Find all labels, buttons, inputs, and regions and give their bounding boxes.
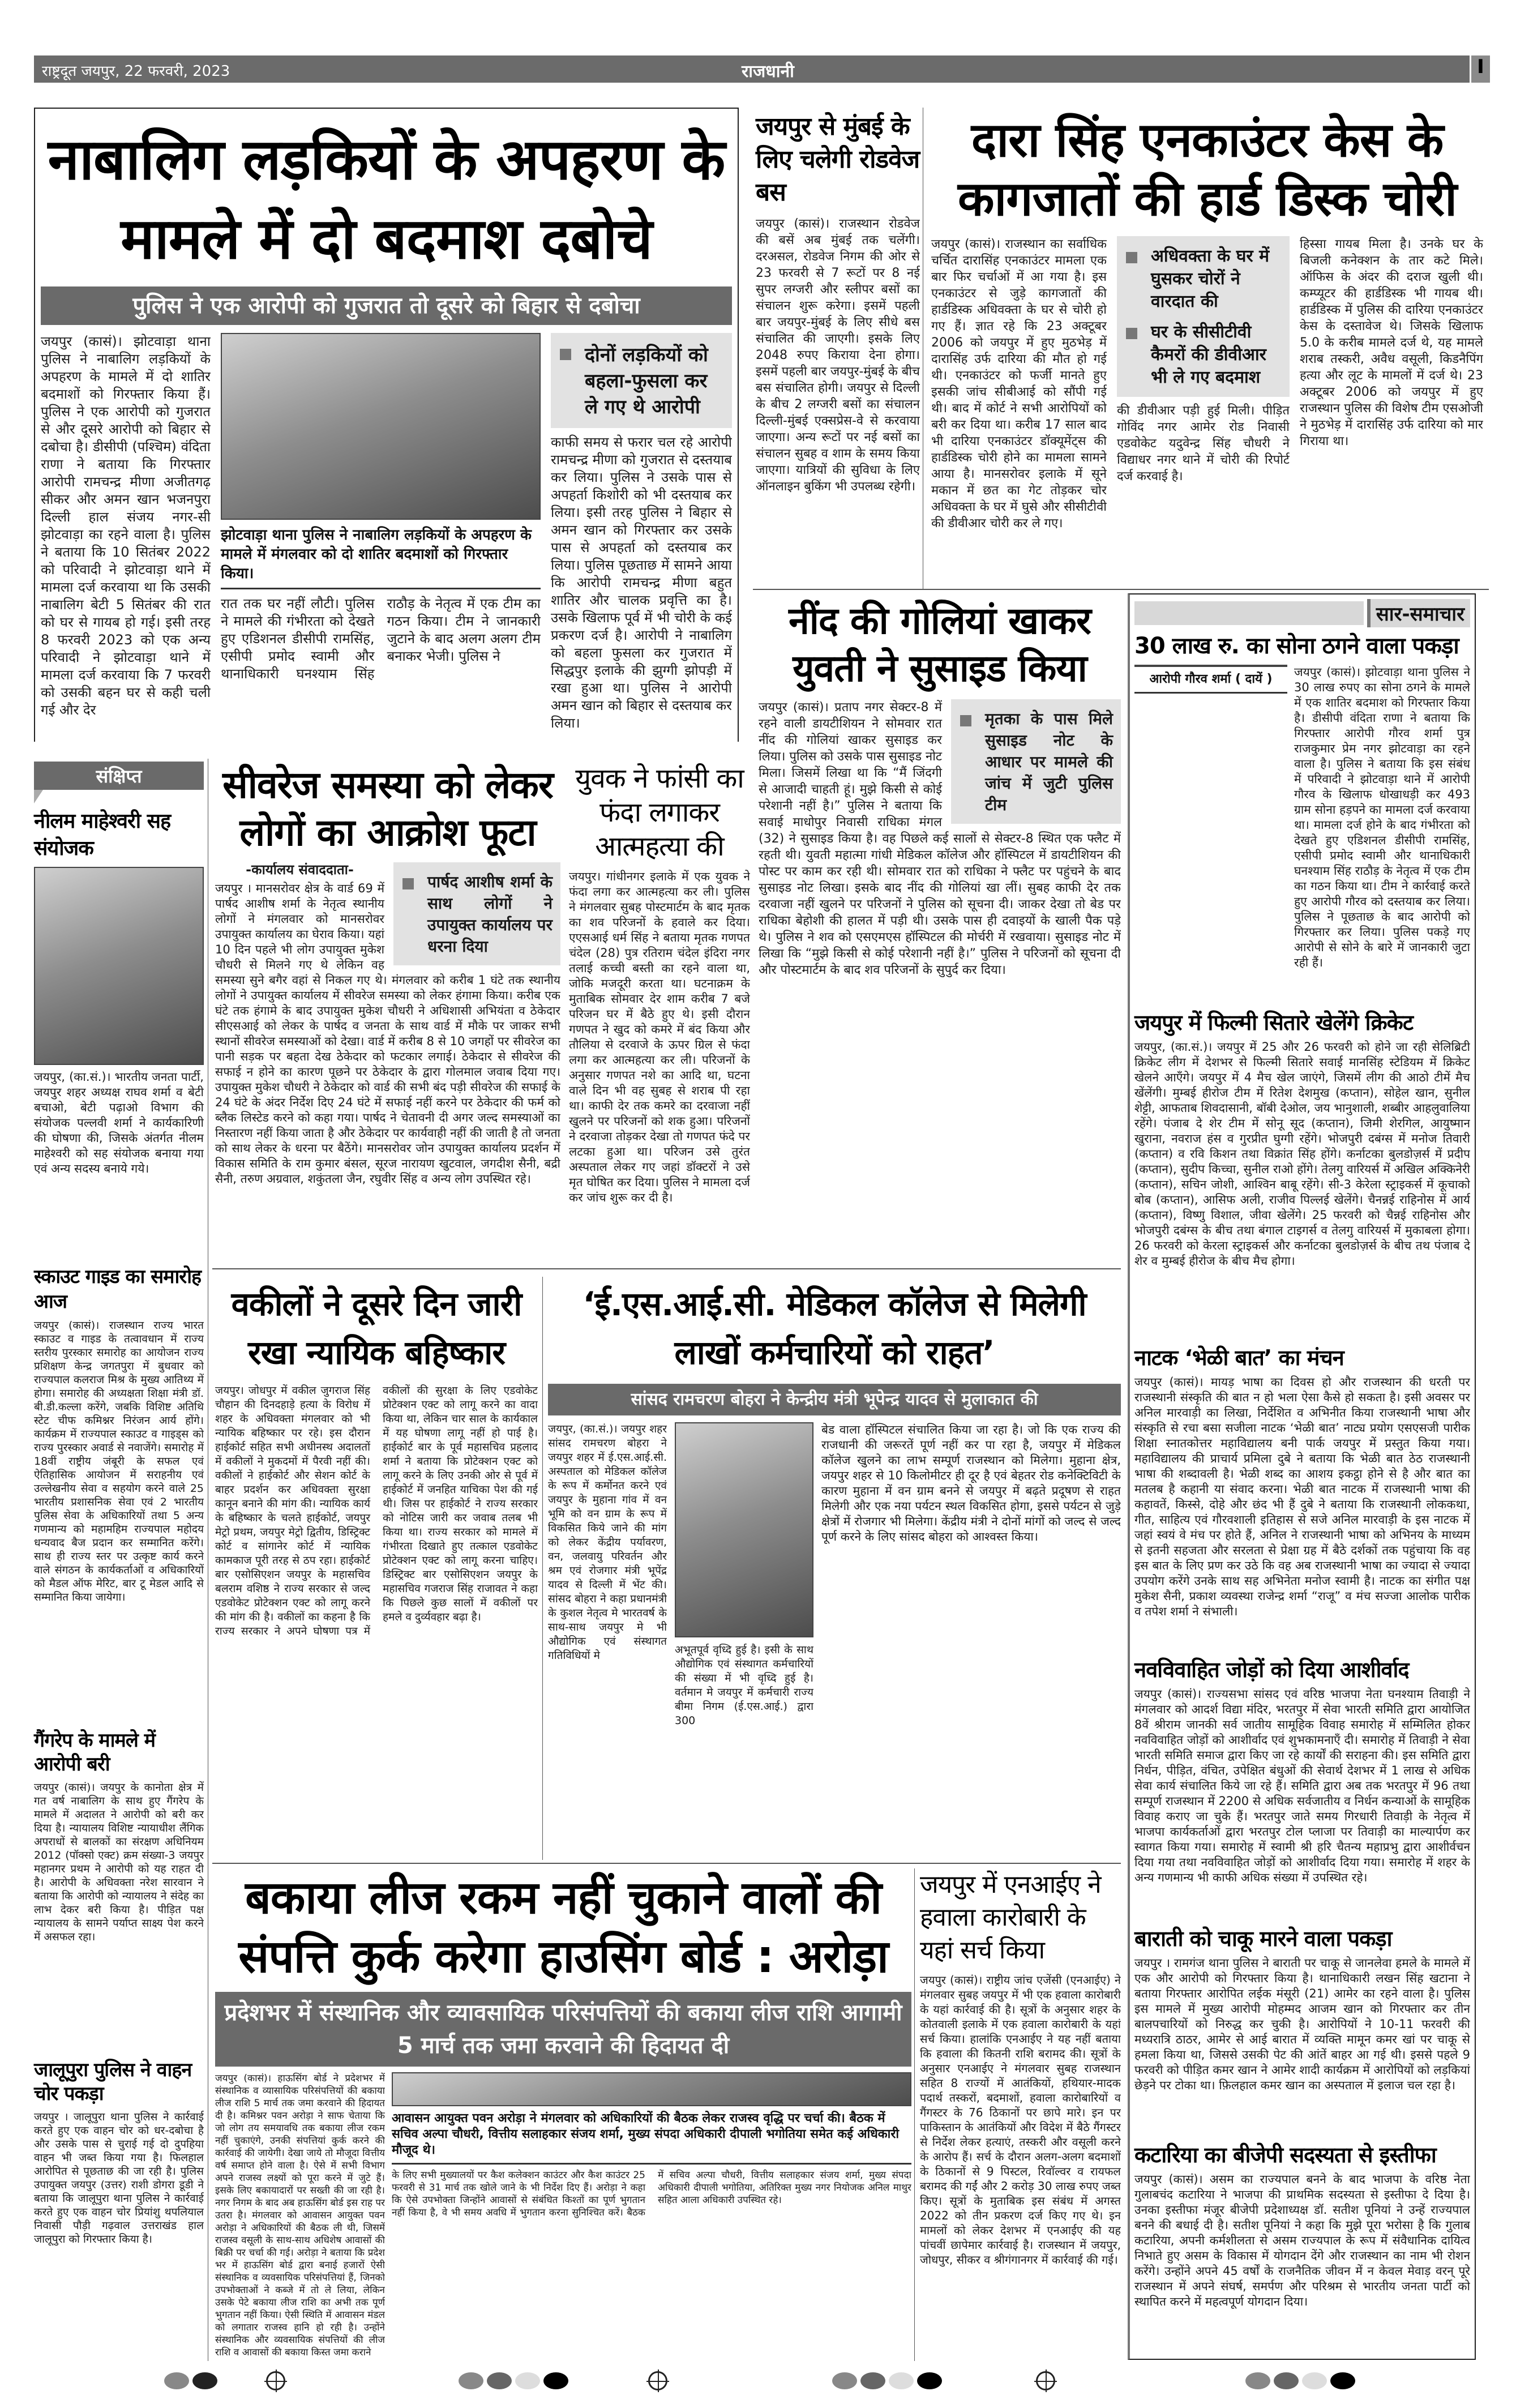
dara-middle-column [1117,236,1290,583]
brief-photo-row [1134,665,1470,1004]
esic-middle-column [675,1422,813,1857]
brief-item [1134,1925,1470,2137]
brief-headline: बाराती को चाकू मारने वाला पकड़ा [1134,1926,1392,1952]
brief-item [1134,1656,1470,1921]
housing-photo-caption: आवासन आयुक्त पवन अरोड़ा ने मंगलवार को अधिकारियों की बैठक लेकर राजस्व वृद्धि पर चर्चा की। बैठक में सचिव अल्पा चौधरी, वित्तीय सलाहकार संजय शर्मा, मुख्य संपदा अधिकारी दीपाली भगोतिया समेत कई अधिकारी मौजूद थे। [392,2111,911,2165]
color-registration-dot [459,2372,483,2389]
brief-body: जयपुर (कासं)। मायड़ भाषा का दिवस हो और राजस्थान की धरती पर राजस्थानी संस्कृति की बात न हो भला ऐसा कैसे हो सकता है। इसी अवसर पर अनिल मारवाड़ी का लिखा, निर्देशित व अभिनीत किया राजस्थानी भाषा और संस्कृति से रचा बसा सजीला नाटक ‘भेळी बात’ नाट्य प्रयोग एसएसजी पारीक शिक्षा स्नातकोत्तर महाविद्यालय बनी पार्क जयपुर में प्रस्तुत किया गया। महाविद्यालय की प्राचार्य प्रमिला दुबे ने बताया कि भेळी बात ठेठ राजस्थानी भाषा की शब्दावली है। भेळी शब्द का आशय इकट्ठा होने से है और बात का मतलब है कहानी या संवाद करना। भेळी बात नाटक में राजस्थानी भाषा की कहावतें, किस्से, दोहे और छंद भी हैं दुबे ने बताया कि राजस्थानी लोककथा, गीत, साहित्य एवं गौरवशाली इतिहास से सजे अनिल मारवाड़ी के इस नाटक में जहां स्वयं वे मंच पर होते हैं, अनिल ने राजस्थानी भाषा को अभिनय के माध्यम से इतनी सहजता और सरलता से प्रेक्षा ग्रह में बैठे दर्शकों तक पहुंचाया कि वह इस बात के लिए प्रण कर उठे कि वह अब राजस्थानी भाषा का ज्यादा से ज्यादा उपयोग करेंगे उनके साथ सह अभिनेता मनोज स्वामी है। नाटक का संगीत पक्ष मुकेश सैनी, प्रकाश व्यवस्था राजेन्द्र शर्मा “राजू” व मंच सज्जा आलोक पारीक व तपेश शर्मा ने संभाली। [1134,1375,1470,1619]
dara-body-col1: जयपुर (कासं)। राजस्थान का सर्वाधिक चर्चित दारासिंह एनकाउंटर मामला एक बार फिर चर्चाओं में आ गया है। इस एनकाउंटर से जुड़े कागजातों की हार्डडिस्क अधिवक्ता के घर से चोरी हो गए हैं। ज्ञात रहे कि 23 अक्टूबर 2006 को जयपुर में हुए मुठभेड़ में दारासिंह उर्फ दारिया की मौत हो गई थी। एनकाउंटर को फर्जी मानते हुए इसकी जांच सीबीआई को सौंपी गई थी। बाद में कोर्ट ने सभी आरोपियों को बरी कर दिया था। करीब 17 साल बाद भी दारिया एनकाउंटर डॉक्यूमेंट्स की हार्डडिस्क चोरी होने का मामला सामने आया है। मानसरोवर इलाके में सूने मकान में छत का गेट तोड़कर चोर अधिवक्ता के घर में घुसे और सीसीटीवी की डीवीआर चोरी कर ले गए। [931,237,1107,531]
housing-columns [215,2072,911,2360]
highlight-item: पार्षद आशीष शर्मा के साथ लोगों ने उपायुक्त कार्यालय पर धरना दिया [427,871,553,957]
esic-subhead: सांसद रामचरण बोहरा ने केन्द्रीय मंत्री भूपेन्द्र यादव से मुलाकात की [548,1384,1121,1415]
esic-columns [548,1422,1121,1857]
sewer-body-wrap [215,862,560,1260]
highlight-item: मृतका के पास मिले सुसाइड नोट के आधार पर मामले की जांच में जुटी पुलिस टीम [985,708,1113,816]
briefs-label-row [1134,599,1470,627]
esic-body-col1: जयपुर, (का.सं.)। जयपुर शहर सांसद रामचरण बोहरा ने जयपुर शहर में ई.एस.आई.सी. अस्पताल को मेडिकल कॉलेज के रूप में कर्मोनत करने एवं जयपुर के मुहाना गांव में वन भूमि को वन ग्राम के रूप में विकसित किये जाने की मांग को लेकर केंद्रीय पर्यावरण, वन, जलवायु परिवर्तन और श्रम एवं रोजगार मंत्री भूपेंद्र यादव से दिल्ली में भेंट की। सांसद बोहरा ने कहा प्रधानमंत्री के कुशल नेतृत्व मे भारतवर्ष के साथ-साथ जयपुर मे भी औद्योगिक एवं संस्थागत गतिविधियों मे [548,1423,667,1662]
color-registration-dot [832,2372,857,2389]
section-rule [212,1268,1121,1269]
accused-photo-caption: आरोपी गौरव शर्मा ( दायें ) [1134,671,1287,694]
color-registration-dot [543,2372,568,2389]
column-rule [914,1868,915,2361]
lead-middle-column [221,333,541,742]
color-registration-dot [1302,2372,1327,2389]
brief-item [1134,2141,1470,2353]
nia-story [920,1868,1121,2360]
brief-body: जयपुर (कासं)। राज्यसभा सांसद एवं वरिष्ठ भाजपा नेता घनश्याम तिवाड़ी ने मंगलवार को आदर्श विद्या मंदिर, भरतपुर में सेवा भारती समिति द्वारा आयोजित 8वें श्रीराम जानकी सर्व जातीय सामूहिक विवाह समारोह में सम्मिलित होकर नवविवाहित जोड़ों को आशीर्वाद एवं शुभकामनाएँ दी। समारोह में तिवाड़ी ने सेवा भारती समिति समाज द्वारा किए जा रहे कार्यों की सराहना की। इस समिति द्वारा निर्धन, पीड़ित, वंचित, उपेक्षित बंधुओं की सेवार्थ देशभर में 1 लाख से अधिक सेवा कार्य संचालित किये जा रहे हैं। समिति द्वारा अब तक भरतपुर में 96 तथा सम्पूर्ण राजस्थान में 2200 से अधिक सर्वजातीय व निर्धन कन्याओं के सामूहिक विवाह कराए जा चुके हैं। भरतपुर जाते समय गिरधारी तिवाड़ी के नेतृत्व में भाजपा कार्यकर्ताओं द्वारा भरतपुर टोल प्लाजा पर तिवाड़ी का माल्यार्पण कर स्वागत किया गया। समारोह में स्वामी श्री हरि चैतन्य महाप्रभु द्वारा आशीर्वचन दिया गया तथा नवविवाहित जोड़ों को आशीर्वाद दिया गया। समारोह में शहर के अन्य गणमान्य भी काफी अधिक संख्या में उपस्थित रहे। [1134,1687,1470,1885]
color-registration-dot [917,2372,942,2389]
lead-subhead: पुलिस ने एक आरोपी को गुजरात तो दूसरे को बिहार से दबोचा [41,286,732,325]
dara-body-col3: हिस्सा गायब मिला है। उनके घर के बिजली कनेक्शन के तार कटे मिले। ऑफिस के अंदर की दराज खुली थी। कम्प्यूटर की हार्डडिस्क भी गायब थी। हार्डडिस्क में पुलिस की दारिया एनकाउंटर केस के दस्तावेज थे। जिसके खिलाफ 5.0 के करीब मामले दर्ज थे, यह मामले शराब तस्करी, अवैध वसूली, किडनैपिंग हत्या और लूट के मामलों में दर्ज थे। 23 अक्टूबर 2006 को जयपुर में हुए राजस्थान पुलिस की विशेष टीम एसओजी ने मुठभेड़ में दारासिंह उर्फ दारिया को मार गिराया था। [1300,237,1483,448]
section-rule [212,1863,1121,1864]
esic-headline: ‘ई.एस.आई.सी. मेडिकल कॉलेज से मिलेगी लाखों कर्मचारियों को राहत’ [583,1285,1086,1372]
brief-headline: जालूपुरा पुलिस ने वाहन चोर पकड़ा [34,2058,192,2105]
brief-body: जयपुर । रामगंज थाना पुलिस ने बाराती पर चाकू से जानलेवा हमले के मामले में एक और आरोपी को गिरफ्तार किया है। थानाधिकारी लखन सिंह खटाना ने बताया गिरफ्तार आरोपित लईक मंसूरी (21) आमेर का रहने वाला है। पुलिस इस मामले में मुख्य आरोपी मोहम्मद आजम खान को गिरफ्तार कर तीन बालपचारियों को निरुद्ध कर चुकी है। आरोपियों ने 10-11 फरवरी की मध्यरात्रि ठाठर, आमेर से आई बारात में व्यक्ति मामून कमर खां पर चाकू से हमला किया था, जिससे उसकी पेट की आंतें बाहर आ गई थी। इससे पहले 9 फरवरी को पीड़ित कमर खान ने आमेर शादी कार्यक्रम में आरोपियों को लड़कियां छेड़ने पर टोका था। फ़िलहाल कमर खान का अस्पताल में इलाज चल रहा है। [1134,1956,1470,2093]
brief-headline: नीलम माहेश्वरी सह संयोजक [34,810,171,860]
brief-headline: नाटक ‘भेळी बात’ का मंचन [1134,1345,1344,1371]
hanging-story [569,762,750,1260]
housing-story [215,1868,911,2360]
sleeping-highlight-box [951,699,1121,824]
lead-right-column [551,333,732,742]
lead-columns [41,333,732,742]
sewer-byline: -कार्यालय संवाददाता- [246,862,354,878]
lead-photo-caption: झोटवाड़ा थाना पुलिस ने नाबालिग लड़कियों के अपहरण के मामले में मंगलवार को दो शातिर बदमाशों को गिरफ्तार किया। [221,525,541,589]
brief-body: जयपुर, (का.सं.)। भारतीय जनता पार्टी, जयपुर शहर अध्यक्ष राघव शर्मा व बेटी बचाओ, बेटी पढ़ाओ विभाग की संयोजक पल्लवी शर्मा ने कार्यकारिणी की घोषणा की, जिसके अंतर्गत नीलम माहेश्वरी को सह संयोजक बनाया गया एवं अन्य सदस्य बनाये गये। [34,1070,204,1175]
brief-section-label: संक्षिप्त [34,762,204,790]
person-photo [34,867,204,1065]
brief-body: जयपुर (कासं)। जयपुर के कानोता क्षेत्र में गत वर्ष नाबालिग के साथ हुए गैंगरेप के मामले में अदालत ने आरोपी को बरी कर दिया है। न्यायालय विशिष्ट न्यायाधीश लैंगिक अपराधों से बालकों का संरक्षण अधिनियम 2012 (पॉक्सो एक्ट) क्रम संख्या-3 जयपुर महानगर प्रथम ने आरोपी को यह राहत दी है। आरोपी के अधिवक्ता नरेश सारवान ने बताया कि आरोपी को न्यायालय ने संदेह का लाभ देकर बरी किया है। पीड़ित पक्ष न्यायालय के सामने पर्याप्त साक्ष्य पेश करने में असफल रहा। [34,1781,204,1943]
sleeping-story [759,597,1121,1212]
housing-headline: बकाया लीज रकम नहीं चुकाने वालों की संपत्ति कुर्क करेगा हाउसिंग बोर्ड : अरोड़ा [238,1871,888,1983]
color-registration-dot [192,2372,217,2389]
esic-body-col3: बेड वाला हॉस्पिटल संचालित किया जा रहा है। जो कि एक राज्य की राजधानी की जरूरतें पूर्ण नहीं कर पा रहा है, जयपुर में मेडिकल कॉलेज खुलने का लाभ सम्पूर्ण राजस्थान को मिलेगा। मुहाना क्षेत्र, जयपुर शहर से 10 किलोमीटर ही दूर है एवं बेहतर रोड कनेक्टिविटी के कारण मुहाना में वन ग्राम बनने से जयपुर में बढ़ते प्रदूषण से राहत मिलेगी और एक नया पर्यटन स्थल विकसित होगा, इससे पर्यटन से जुड़े क्षेत्रों में रोजगार भी मिलेगा। केंद्रीय मंत्री ने दोनों मांगों को जल्द से जल्द पूर्ण करने के लिए सांसद बोहरा को आश्वस्त किया। [821,1423,1121,1543]
esic-body-col2: अभूतपूर्व वृध्दि हुई है। इसी के साथ औद्योगिक एवं संस्थागत कर्मचारियों की संख्या में भी वृध्दि हुई है। वर्तमान मे जयपुर में कर्मचारी राज्य बीमा निगम (ई.एस.आई.) द्वारा 300 [675,1644,813,1727]
sewer-highlight-box [393,862,560,965]
housing-subhead: प्रदेशभर में संस्थानिक और व्यावसायिक परिसंपत्तियों की बकाया लीज राशि आगामी 5 मार्च तक जमा करवाने की हिदायत दी [215,1992,911,2067]
brief-body: जयपुर । जालूपुरा थाना पुलिस ने कार्रवाई करते हुए एक वाहन चोर को धर-दबोचा है और उसके पास से चुराई गई दो दुपहिया वाहन भी जब्त किया गया है। फिलहाल आरोपित से पूछताछ की जा रही है। पुलिस उपायुक्त जयपुर (उत्तर) राशी डोगरा डूडी ने बताया कि जालूपुरा थाना पुलिस ने कार्रवाई करते हुए एक वाहन चोर प्रियांशु थपलियाल निवासी पौड़ी गढ़वाल उत्तराखंड हाल जालूपुरा को गिरफ्तार किया है। [34,2110,204,2246]
briefs-label: सार-समाचार [1367,599,1470,627]
color-registration-dot [889,2372,914,2389]
crosshair-registration-mark [648,2371,667,2390]
brief-headline: स्काउट गाइड का समारोह आज [34,1265,202,1313]
briefs-label-bar [1134,601,1364,625]
color-registration-dot [164,2372,189,2389]
brief-left-column [34,762,204,2358]
color-registration-dot [487,2372,512,2389]
housing-right-column [392,2072,911,2360]
crosshair-registration-mark [1036,2371,1055,2390]
color-registration-dot [1274,2372,1299,2389]
section-rule [753,589,1489,590]
hanging-body: जयपुर। गांधीनगर इलाके में एक युवक ने फंदा लगा कर आत्महत्या कर ली। पुलिस ने मंगलवार सुबह पोस्टमार्टम के बाद मृतक का शव परिजनों के हवाले कर दिया। एएसआई धर्म सिंह ने बताया मृतक गणपत चंदेल (28) पुत्र रतिराम चंदेल इंदिरा नगर तलाई कच्ची बस्ती का रहने वाला था, जोकि मजदूरी करता था। घटनाक्रम के मुताबिक सोमवार देर शाम करीब 7 बजे परिजन घर में बैठे हुए थे। इसी दौरान गणपत ने खुद को कमरे में बंद किया और तौलिया से दरवाजे के ऊपर ग्रिल से फंदा लगा कर आत्महत्या कर ली। परिजनों के अनुसार गणपत नशे का आदि था, घटना वाले दिन भी वह सुबह से शराब पी रहा था। काफी देर तक कमरे का दरवाजा नहीं खुलने पर परिजनों को शक हुआ। परिजनों ने दरवाजा तोड़कर देखा तो गणपत फंदे पर लटका हुआ था। परिजन उसे तुरंत अस्पताल लेकर गए जहां डॉक्टरों ने उसे मृत घोषित कर दिया। पुलिस ने मामला दर्ज कर जांच शुरू कर दी है। [569,870,750,1204]
brief-headline: नवविवाहित जोड़ों को दिया आशीर्वाद [1134,1657,1409,1683]
hanging-headline: युवक ने फांसी का फंदा लगाकर आत्महत्या की [575,763,744,862]
highlight-item: दोनों लड़कियों को बहला-फुसला कर ले गए थे आरोपी [585,342,724,420]
dara-columns [931,236,1483,583]
highlight-item: घर के सीसीटीवी कैमरों की डीवीआर भी ले गए बदमाश [1151,321,1282,389]
page-number: I [1470,55,1490,83]
highlight-item: अधिवक्ता के घर में घुसकर चोरों ने वारदात की [1151,245,1282,313]
nia-body: जयपुर (कासं)। राष्ट्रीय जांच एजेंसी (एनआईए) ने मंगलवार सुबह जयपुर में भी एक हवाला कारोबारी के यहां कार्रवाई की है। सूत्रों के अनुसार शहर के कोतवाली इलाके में एक हवाला कारोबारी के यहां सर्च किया। हालांकि एनआईए ने यह नहीं बताया कि हवाला की कितनी राशि बरामद की। सूत्रों के अनुसार एनआईए ने मंगलवार सुबह राजस्थान सहित 8 राज्यों में आतंकियों, हथियार-मादक पदार्थ तस्करों, बदमाशों, हवाला कारोबारियों व गैंगस्टर के 76 ठिकानों पर छापे मारे। इन पर पाकिस्तान के आतंकियों और विदेश में बैठे गैंगस्टर से निर्देश लेकर हत्याएं, तस्करी और वसूली करने के आरोप हैं। सर्च के दौरान अलग-अलग बदमाशों के ठिकानों से 9 पिस्टल, रिवॉल्वर व रायफल बरामद की गईं और 2 करोड़ 30 लाख रुपए जब्त किए। सूत्रों के मुताबिक इस संबंध में अगस्त 2022 को तीन प्रकरण दर्ज किए गए थे। इन मामलों को लेकर देशभर में एनआईए की यह पांचवीं छापेमार कार्रवाई है। राजस्थान में जयपुर, जोधपुर, सीकर व श्रीगंगानगर में कार्रवाई की गई। [920,1973,1121,2266]
lead-body-col1: जयपुर (कासं)। झोटवाड़ा थाना पुलिस ने नाबालिग लड़कियों के अपहरण के मामले में दो शातिर बदमाशों को गिरफ्तार किया हैं। पुलिस ने एक आरोपी को गुजरात से और दूसरे आरोपी को बिहार से दबोचा है। डीसीपी (पश्चिम) वंदिता राणा ने बताया कि गिरफ्तार आरोपी रामचन्द्र मीणा अजीतगढ़ सीकर और अमन खान भजनपुरा दिल्ली हाल संजय नगर-सी झोटवाड़ा का रहने वाला है। पुलिस ने बताया कि 10 सितंबर 2022 को परिवादी ने झोटवाड़ा थाने में मामला दर्ज करवाया था कि उसकी नाबालिग बेटी 5 सितंबर की रात को घर से गायब हो गई। इसी तरह 8 फरवरी 2023 को एक अन्य परिवादी ने झोटवाड़ा थाने में मामला दर्ज करवाया कि 7 फरवरी को उसकी बहन घर से कही चली गई और देर [41,333,211,718]
lead-body-col3: काफी समय से फरार चल रहे आरोपी रामचन्द्र मीणा को गुजरात से दस्तयाब कर लिया। पुलिस ने उसके पास से अपहर्ता किशोरी को भी दस्तयाब कर लिया। इसी तरह पुलिस ने बिहार से अमन खान को गिरफ्तार कर उसके पास से अपहर्ता को दस्तयाब कर लिया। पुलिस पूछताछ में सामने आया कि आरोपी रामचन्द्र मीणा बहुत शातिर और चालक प्रवृत्ति का है। उसके खिलाफ पूर्व में भी चोरी के कई प्रकरण दर्ज है। आरोपी ने नाबालिग को बहला फुसला कर गुजरात में सिद्धपुर इलाके की झुग्गी झोपड़ी में रखा हुआ था। पुलिस ने आरोपी अमन खान को बिहार से दस्तयाब कर लिया। [551,434,732,731]
lead-body-col2: रात तक घर नहीं लौटी। पुलिस ने मामले की गंभीरता को देखते हुए एडिशनल डीसीपी रामसिंह, एसीपी प्रमोद स्वामी और थानाधिकारी घनश्याम सिंह राठौड़ के नेतृत्व में एक टीम का गठन किया। टीम ने जानकारी जुटाने के बाद अलग अलग टीम बनाकर भेजी। पुलिस ने [221,596,541,682]
brief-body: जयपुर (कासं)। राजस्थान राज्य भारत स्काउट व गाइड के तत्वावधान में राज्य स्तरीय पुरस्कार समारोह का आयोजन राज्य प्रशिक्षण केन्द्र जगतपुरा में बुधवार को राज्यपाल कलराज मिश्र के मुख्य आतिथ्य में होगा। समारोह की अध्यक्षता शिक्षा मंत्री डॉ. बी.डी.कल्ला करेंगे, जबकि विशिष्ट अतिथि स्टेट चीफ कमिश्नर निरंजन आर्य होंगे। कार्यक्रम में राज्यपाल स्काउट व गाइड्स को राज्य पुरस्कार अवार्ड से नवाजेंगे। समारोह में 18वीं राष्ट्रीय जंबूरी के सफल एवं ऐतिहासिक आयोजन में सराहनीय एवं उल्लेखनीय सेवा व सहयोग करने वाले 25 भारतीय प्रशासनिक सेवा एवं 2 भारतीय पुलिस सेवा के अधिकारियों तथा 5 अन्य गणमान्य को महामहिम राज्यपाल महोदय धन्यवाद बैज प्रदान कर सम्मानित करेंगे। साथ ही राज्य स्तर पर उत्कृष्ट कार्य करने वाले संगठन के कार्यकर्ताओं व अधिकारियों को मैडल ऑफ मेरिट, बार टू मेडल आदि से सम्मानित किया जायेगा। [34,1319,204,1603]
sewer-story [215,762,560,1260]
bus-body: जयपुर (कासं)। राजस्थान रोडवेज की बसें अब मुंबई तक चलेंगी। दरअसल, रोडवेज निगम की ओर से 23 फरवरी से 7 रूटों पर 8 नई सुपर लग्जरी और स्लीपर बसों का संचालन शुरू करेगा। इसमें पहली बार जयपुर-मुंबई के लिए सीधे बस संचालित की जाएगी। इसके लिए 2048 रुपए किराया देना होगा। इसमें पहली बार जयपुर-मुंबई के बीच बस संचालित होगी। जयपुर से दिल्ली के बीच 2 लग्जरी बसों का संचालन दिल्ली-मुंबई एक्सप्रेस-वे से करवाया जाएगा। अन्य रूटों पर नई बसों का संचालन सुबह व शाम के समय किया जाएगा। यात्रियों की सुविधा के लिए ऑनलाइन बुकिंग भी उपलब्ध रहेगी। [756,217,920,494]
housing-meeting-photo [392,2072,911,2106]
color-registration-dot [860,2372,885,2389]
color-registration-dot [1330,2372,1355,2389]
dara-story [931,110,1483,583]
color-registration-dot [515,2372,540,2389]
bus-headline: जयपुर से मुंबई के लिए चलेगी रोडवेज बस [756,112,920,207]
esic-photo [675,1422,813,1637]
lead-photo [221,333,541,520]
nia-headline: जयपुर में एनआईए ने हवाला कारोबारी के यहां सर्च किया [920,1870,1101,1965]
page-header [34,55,1490,83]
dara-body-col2: की डीवीआर पड़ी हुई मिली। पीड़ित गोविंद नगर आमेर रोड निवासी एडवोकेट यदुवेन्द्र सिंह चौधरी ने विद्याधर नगर थाने में चोरी की रिपोर्ट दर्ज करवाई है। [1117,404,1290,484]
housing-body-col2: के लिए सभी मुख्यालयों पर कैश कलेक्शन काउंटर और कैश काउंटर 25 फरवरी से 31 मार्च तक खोले जाने के भी निर्देश दिए हैं। अरोड़ा ने कहा कि ऐसे उपभोक्ता जिन्होंने आवासों से संबंधित किश्तों का पूर्ण भुगतान नहीं किया है, वे भी समय अवधि में भुगतान करना सुनिश्चित करें। बैठक में सचिव अल्पा चौधरी, वित्तीय सलाहकार संजय शर्मा, मुख्य संपदा अधिकारी दीपाली भगोतिया, अतिरिक्त मुख्य नगर नियोजक अनिल माथुर सहित आला अधिकारी उपस्थित रहे। [392,2170,911,2218]
sewer-body: जयपुर । मानसरोवर क्षेत्र के वार्ड 69 में पार्षद आशीष शर्मा के नेतृत्व स्थानीय लोगों ने मंगलवार को मानसरोवर उपायुक्त कार्यालय का घेराव किया। यहां 10 दिन पहले भी लोग उपायुक्त मुकेश चौधरी से मिलने गए थे लेकिन वह समस्या सुने बगैर वहां से निकल गए थे। मंगलवार को करीब 1 घंटे तक स्थानीय लोगों ने उपायुक्त कार्यालय में सीवरेज समस्या को लेकर हंगामा किया। करीब एक घंटे तक हंगामे के बाद उपायुक्त मुकेश चौधरी ने अधिशासी अभियंता व ठेकेदार सीएसआई को लेकर के पार्षद व जनता के साथ वार्ड में मौके पर जाकर सभी स्थानों सीवरेज समस्याओं को देखा। वार्ड में करीब 8 से 10 जगहों पर सीवरेज का पानी सड़क पर बहता देख ठेकेदार को फटकार लगाई। ठेकेदार से सीवरेज की सफाई न होने का कारण पूछने पर ठेकेदार के द्वारा गोलमाल जवाब दिया गए। उपायुक्त मुकेश चौधरी ने ठेकेदार को वार्ड की सभी बंद पड़ी सीवरेज की सफाई के 24 घंटे के अंदर निर्देश दिए 24 घंटे में सफाई नहीं करने पर ठेकेदार की फर्म को ब्लैक लिस्टेड करने को कहा गया। पार्षद ने चेतावनी दी अगर जल्द समस्याओं का निस्तारण नहीं किया जाता है और ठेकेदार पर कार्यवाही नहीं की जाती है तो जनता को साथ लेकर के धरना पर बैठेंगे। मानसरोवर जोन उपायुक्त कार्यालय प्रदर्शन में विकास समिति के राम कुमार बंसल, सूरज नारायण खुटवाल, जगदीश सैनी, बद्री सैनी, तरुण अग्रवाल, शकुंतला जैन, रघुवीर सिंह व अन्य लोग उपस्थित रहे। [215,882,560,1186]
dara-highlight-box [1117,236,1290,397]
bus-story [756,110,920,583]
brief-body: जयपुर, (का.सं.)। जयपुर में 25 और 26 फरवरी को होने जा रही सेलिब्रिटी क्रिकेट लीग में देशभर से फिल्मी सितारे सवाई मानसिंह स्टेडियम में क्रिकेट खेलने आएँगे। जयपुर में 4 मैच खेल जाएंगे, जिसमें लीग की आठो टीमें मैच खेंलेंगी। मुम्बई हीरोज टीम में रितेश देशमुख (कप्तान), सोहेल खान, सुनील शेट्टी, आफताब शिवदासानी, बॉबी देओल, जय भानुशाली, शब्बीर आहलुवालिया रहेंगे। पंजाब दे शेर टीम में सोनू सूद (कप्तान), जिमी शेरगिल, आयुष्मान खुराना, नवराज हंस व गुरप्रीत घुग्गी रहेंगे। भोजपुरी दबंग्स में मनोज तिवारी (कप्तान) व रवि किशन तथा विक्रांत सिंह होंगे। कर्नाटका बुलडोज़र्स में प्रदीप (कप्तान), सुदीप किच्चा, सुनील राओ होंगे। तेलगु वारियर्स में अखिल अक्किनेरी (कप्तान), सचिन जोशी, आश्विन बाबू रहेंगे। सी-3 केरेला स्ट्राइकर्स में कूचाको बोब (कप्तान), आसिफ अली, राजीव पिल्लई खेलेंगे। चैनन्नई राहिनोस में आर्य (कप्तान), विष्णु विशाल, जीवा खेलेंगे। 25 फरवरी को चैन्नई राहिनोस और भोजपुरी दबंग्स के बीच तथा बंगाल टाइगर्स व तेलगु वारियर्स में मुकाबला होगा। 26 फरवरी को केरला स्ट्राइकर्स और कर्नाटका बुलडोज़र्स के बीच तथ पंजाब दे शेर व मुम्बई हीरोज के बीच मैच होगा। [1134,1040,1470,1268]
section-name: राजधानी [742,62,794,82]
brief-headline: जयपुर में फिल्मी सितारे खेलेंगे क्रिकेट [1134,1010,1413,1035]
brief-headline: 30 लाख रु. का सोना ठगने वाला पकड़ा [1134,633,1459,659]
lead-headline: नाबालिग लड़कियों के अपहरण के मामले में दो बदमाश दबोचे [48,126,725,272]
column-rule [542,1277,543,1860]
brief-body: जयपुर (कासं)। झोटवाड़ा थाना पुलिस ने 30 लाख रुपए का सोना ठगने के मामले में एक शातिर बदमाश को गिरफ्तार किया है। डीसीपी वंदिता राणा ने बताया कि गिरफ्तार आरोपी गौरव शर्मा पुत्र राजकुमार प्रेम नगर झोटवाड़ा का रहने वाला है। पुलिस ने बताया कि इस संबंध में परिवादी ने झोटवाड़ा थाने में आरोपी गौरव के खिलाफ धोखाधड़ी कर 493 ग्राम सोना हड़पने का मामला दर्ज करवाया था। मामला दर्ज होने के बाद गंभीरता को देखते हुए एडिशनल डीसीपी रामसिंह, एसीपी प्रमोद स्वामी और थानाधिकारी घनश्याम सिंह राठौड़ के नेतृत्व में एक टीम का गठन किया था। टीम ने कार्रवाई करते हुए आरोपी गौरव को दस्तयाब कर लिया। पुलिस ने पूछताछ के बाद आरोपी को गिरफ्तार कर लिया। पुलिस पकड़े गए आरोपी से सोने के बारे में जानकारी जुटा रही हैं। [1294,665,1470,969]
accused-photo [1134,665,1287,667]
lawyers-story [215,1280,538,1857]
label-tab [34,790,43,803]
brief-body: जयपुर (कासं)। असम का राज्यपाल बनने के बाद भाजपा के वरिष्ठ नेता गुलाबचंद कटारिया ने भाजपा की प्राथमिक सदस्यता से इस्तीफा दे दिया है। उनका इस्तीफा मंजूर बीजेपी प्रदेशाध्यक्ष डॉ. सतीश पूनियां ने उन्हें राज्यपाल बनने की बधाई दी है। सतीश पूनियां ने कहा कि मुझे पूरा भरोसा है कि गुलाब कटारिया, अपनी कर्मशीलता से असम राज्यपाल के रूप में संवैधानिक दायित्व निभाते हुए असम के विकास में योगदान देंगे और राजस्थान का नाम भी रोशन करेंगे। उन्होंने अपने 45 वर्षों के राजनैतिक जीवन में न केवल मेवाड़ वरन् पूरे राजस्थान में अपने संघर्ष, समर्पण और परिश्रम से भारतीय जनता पार्टी को स्थापित करने में महत्वपूर्ण योगदान दिया। [1134,2172,1470,2309]
edition-date: राष्ट्रदूत जयपुर, 22 फरवरी, 2023 [42,63,230,80]
sleeping-body-wrap [759,699,1121,1212]
sewer-headline: सीवरेज समस्या को लेकर लोगों का आक्रोश फूटा [222,763,553,854]
lead-story [34,108,739,742]
color-registration-dot [1245,2372,1270,2389]
lead-highlight-box [551,333,732,428]
lawyers-headline: वकीलों ने दूसरे दिन जारी रखा न्यायिक बहिष्कार [231,1285,522,1372]
lawyers-body: जयपुर। जोधपुर में वकील जुगराज सिंह चौहान की दिनदहाड़े हत्या के विरोध में शहर के अधिवक्ता मंगलवार को भी न्यायिक बहिष्कार पर रहे। इस दौरान हाईकोर्ट सहित सभी अधीनस्थ अदालतों में वकीलों ने मुकदमों में पैरवी नहीं की। वकीलों ने हाईकोर्ट और सेशन कोर्ट के बाहर प्रदर्शन कर अधिवक्ता सुरक्षा कानून बनाने की मांग की। न्यायिक कार्य के बहिष्कार के चलते हाईकोर्ट, जयपुर मेट्रो प्रथम, जयपुर मेट्रो द्वितीय, डिस्ट्रिक्ट कोर्ट व सांगानेर कोर्ट में न्यायिक कामकाज पूरी तरह से ठप रहा। हाईकोर्ट बार एसोसिएशन जयपुर के महासचिव बलराम वशिष्ठ ने राज्य सरकार से जल्द एडवोकेट प्रोटेक्शन एक्ट को लागू करने की मांग की है। वकीलों का कहना है कि राज्य सरकार ने अपने घोषणा पत्र में वकीलों की सुरक्षा के लिए एडवोकेट प्रोटेक्शन एक्ट को लागू करने का वादा किया था, लेकिन चार साल के कार्यकाल में यह घोषणा लागू नहीं हो पाई है। हाईकोर्ट बार के पूर्व महासचिव प्रहलाद शर्मा ने बताया कि प्रोटेक्शन एक्ट को लागू करने के लिए उनकी ओर से पूर्व में हाईकोर्ट में जनहित याचिका पेश की गई थी। जिस पर हाईकोर्ट ने राज्य सरकार को नोटिस जारी कर जवाब तलब भी किया था। राज्य सरकार को मामले में गंभीरता दिखाते हुए तत्काल एडवोकेट प्रोटेक्शन एक्ट को लागू करना चाहिए। डिस्ट्रिक्ट बार एसोसिएशन जयपुर के महासचिव गजराज सिंह राजावत ने कहा कि पिछले कुछ सालों में वकीलों पर हमले व दुर्व्यवहार बढ़ा है। [215,1384,538,1637]
dara-headline: दारा सिंह एनकाउंटर केस के कागजातों की हार्ड डिस्क चोरी [958,112,1457,226]
brief-headline: कटारिया का बीजेपी सदस्यता से इस्तीफा [1134,2142,1436,2168]
sleeping-body: जयपुर (कासं)। प्रताप नगर सेक्टर-8 में रहने वाली डायटीशियन ने सोमवार रात नींद की गोलियां खाकर सुसाइड कर लिया। पुलिस को उसके पास सुसाइड नोट मिला। जिसमें लिखा था कि “मैं जिंदगी से आजादी चाहती हूं। मुझे किसी से कोई परेशानी नहीं है।” पुलिस ने बताया कि सवाई माधोपुर निवासी राधिका मंगल (32) ने सुसाइड किया है। वह पिछले कई सालों से सेक्टर-8 स्थित एक फ्लैट में रहती थी। युवती महात्मा गांधी मेडिकल कॉलेज और हॉस्पिटल में डायटीशियन की पोस्ट पर काम कर रही थी। सोमवार रात को राधिका ने फ्लैट पर पहुंचने के बाद सुसाइड नोट लिखा। इसके बाद नींद की गोलियां खा लीं। सुबह काफी देर तक दरवाजा नहीं खुलने पर परिजनों ने पुलिस को सूचना दी। जाकर देखा तो बेड पर राधिका बेहोशी की हालत में पड़ी थी। उसके पास ही दवाइयों के खाली पैक पड़े थे। पुलिस ने शव को एसएमएस हॉस्पिटल की मोर्चरी में रखवाया। सुसाइड नोट में लिखा कि “मुझे किसी से कोई परेशानी नहीं है।” पुलिस ने परिजनों को सूचना दी और पोस्टमार्टम के बाद शव परिजनों के सुपुर्द कर दिया। [759,700,1121,977]
housing-body-col1: जयपुर (कासं)। हाऊसिंग बोर्ड ने प्रदेशभर में संस्थानिक व व्यासायिक परिसंपत्तियों की बकाया लीज राशि 5 मार्च तक जमा करवाने की हिदायत दी है। कमिश्नर पवन अरोड़ा ने साफ चेताया कि जो लोग तय समयावधि तक बकाया लीज रकम नहीं चुकाएंगे, उनकी संपत्तियां कुर्क करने की कार्रवाई की जायेगी। देखा जाये तो मौजूदा वित्तीय वर्ष समाप्त होने वाला है। ऐसे में सभी विभाग अपने राजस्व लक्ष्यों को पूरा करने में जुटे हैं। इसके लिए बकायादारों पर सख्ती की जा रही है। नगर निगम के बाद अब हाऊसिंग बोर्ड इस राह पर उतरा है। मंगलवार को आवासन आयुक्त पवन अरोड़ा ने अधिकारियों की बैठक ली थी, जिसमें राजस्व वसूली के साथ-साथ अधिशेष आवासों की बिक्री पर चर्चा की गई। अरोड़ा ने बताया कि प्रदेश भर में हाऊसिंग बोर्ड द्वारा बनाई हजारों ऐसी संस्थानिक व व्यवसायिक परिसंपत्तियां हैं, जिनको उपभोक्ताओं ने कब्जे में तो ले लिया, लेकिन उसके पेटे बकाया लीज राशि का अभी तक पूर्ण भुगतान नहीं किया। ऐसी स्थिति में आवासन मंडल को लगातार राजस्व हानि हो रही है। उन्होंने संस्थानिक और व्यवसायिक संपत्तियों की लीज राशि व आवासों की बकाया किस्त जमा कराने [215,2073,385,2358]
brief-item [1134,1344,1470,1652]
brief-headline: गैंगरेप के मामले में आरोपी बरी [34,1729,155,1776]
crosshair-registration-mark [266,2371,285,2390]
accused-photo-block [1134,665,1287,1004]
sleeping-headline: नींद की गोलियां खाकर युवती ने सुसाइड किया [789,599,1091,690]
esic-story [548,1280,1121,1857]
brief-item [1134,1009,1470,1340]
news-briefs-column [1128,593,1476,2360]
